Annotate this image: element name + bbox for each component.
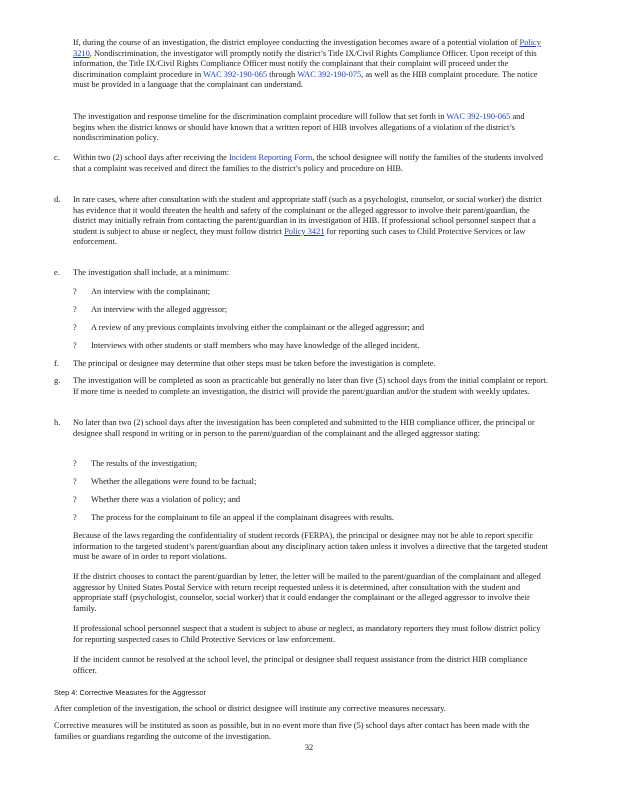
item-label: h. xyxy=(54,418,61,427)
text: through xyxy=(269,69,296,79)
list-item: An interview with the complainant; xyxy=(91,287,211,296)
item-f-text: The principal or designee may determine that other steps must be taken before the investigation is complete. xyxy=(73,359,436,368)
bullet-icon: ? xyxy=(73,495,77,504)
text: Within two (2) school days after receiving the xyxy=(73,153,227,162)
list-item: Whether the allegations were found to be factual; xyxy=(91,477,257,486)
list-item: Interviews with other students or staff members who may have knowledge of the alleged incident. xyxy=(91,341,420,350)
bullet-icon: ? xyxy=(73,287,77,296)
wac-392-190-065-link[interactable]: WAC 392-190-065 xyxy=(446,112,511,121)
item-d-text xyxy=(73,195,553,248)
paragraph-mandatory-reporters: If professional school personnel suspect that a student is subject to abuse or neglect, as mandatory reporters they must follow district policy for reporting suspected cases to Child Protective Services or law enforcement. xyxy=(73,624,541,644)
policy-3210-link[interactable]: Policy 3210 xyxy=(73,38,541,58)
bullet-icon: ? xyxy=(73,341,77,350)
bullet-icon: ? xyxy=(73,305,77,314)
text: and begins when the district knows or should have known that a written report of HIB involves allegations of a violation of the district’s nondiscrimination policy. xyxy=(73,112,525,143)
bullet-icon: ? xyxy=(73,513,77,522)
item-g-text: The investigation will be completed as soon as practicable but generally no later than five (5) school days from the initial complaint or report. If more time is needed to complete an investigation, the district will provide the parent/guardian and/or the student with weekly updates. xyxy=(73,376,548,396)
paragraph-title-ix-notice xyxy=(73,38,548,91)
paragraph-escalation: If the incident cannot be resolved at the school level, the principal or designee shall request assistance from the district HIB compliance officer. xyxy=(73,655,528,675)
item-h-text: No later than two (2) school days after the investigation has been completed and submitted to the HIB compliance officer, the principal or designee shall respond in writing or in person to the parent/guardian of the complainant and the alleged aggressor stating: xyxy=(73,418,535,438)
bullet-icon: ? xyxy=(73,323,77,332)
item-label: e. xyxy=(54,268,60,277)
page-number: 32 xyxy=(304,743,314,752)
item-label: f. xyxy=(54,359,59,368)
item-c-text xyxy=(73,153,548,174)
list-item: An interview with the alleged aggressor; xyxy=(91,305,228,314)
incident-reporting-form-link[interactable]: Incident Reporting Form xyxy=(228,153,313,162)
text: , the school designee will notify the families of the students involved that a complaint was received and direct the families to the district’s policy and procedure on HIB. xyxy=(73,153,543,173)
text: , Nondiscrimination, the investigator will promptly notify the district’s Title IX/Civil Rights Compliance Officer. Upon receipt of this information, the Title IX/Civil Rights Compliance Officer must notify the complainant that their complaint will proceed under the discrimination complaint procedure in xyxy=(73,48,537,79)
item-label: g. xyxy=(54,376,61,385)
paragraph-corrective-2: Corrective measures will be instituted as soon as possible, but in no event more than five (5) school days after contact has been made with the families or guardians regarding the outcome of the investigation. xyxy=(54,721,530,741)
section-heading: Step 4: Corrective Measures for the Aggressor xyxy=(54,688,206,697)
paragraph-ferpa: Because of the laws regarding the confidentiality of student records (FERPA), the principal or designee may not be able to report specific information to the targeted student’s parent/guardian about any disciplinary action taken unless it involves a directive that the targeted student must be aware of in order to report violations. xyxy=(73,531,548,562)
text: If, during the course of an investigation, the district employee conducting the investigation becomes aware of a potential violation of xyxy=(73,38,518,47)
text: In rare cases, where after consultation with the student and appropriate staff (such as a psychologist, counselor, or social worker) the district has evidence that it would threaten the health and safety of the complainant or the alleged aggressor to involve their parent/guardian, the district may initially refrain from contacting the parent/guardian in its investigation of HIB. If professional school personnel suspect that a student is subject to abuse or neglect, they must follow district xyxy=(73,195,542,236)
list-item: The process for the complainant to file an appeal if the complainant disagrees with results. xyxy=(91,513,395,522)
list-item: A review of any previous complaints involving either the complainant or the alleged aggressor; and xyxy=(91,323,425,332)
item-label: d. xyxy=(54,195,61,204)
policy-3421-link[interactable]: Policy 3421 xyxy=(284,226,325,236)
bullet-icon: ? xyxy=(73,477,77,486)
wac-392-190-065-link[interactable]: WAC 392-190-065 xyxy=(203,69,268,79)
wac-392-190-075-link[interactable]: WAC 392-190-075 xyxy=(297,69,362,79)
item-e-text: The investigation shall include, at a minimum: xyxy=(73,268,230,277)
bullet-icon: ? xyxy=(73,459,77,468)
text: The investigation and response timeline for the discrimination complaint procedure will follow that set forth in xyxy=(73,112,445,121)
text: for reporting such cases to Child Protective Services or law enforcement. xyxy=(73,226,526,247)
list-item: The results of the investigation; xyxy=(91,459,198,468)
item-label: c. xyxy=(54,153,60,162)
paragraph-letter: If the district chooses to contact the parent/guardian by letter, the letter will be mailed to the parent/guardian of the complainant and alleged aggressor by United States Postal Service with return receipt requested unless it is determined, after consultation with the student and appropriate staff (psychologist, counselor, social worker) that it could endanger the complainant or the alleged aggressor to involve their family. xyxy=(73,572,541,613)
text: , as well as the HIB complaint procedure. The notice must be provided in a language that the complainant can understand. xyxy=(73,69,538,90)
paragraph-corrective-1: After completion of the investigation, the school or district designee will institute any corrective measures necessary. xyxy=(54,704,446,713)
paragraph-timeline xyxy=(73,112,548,144)
list-item: Whether there was a violation of policy; and xyxy=(91,495,241,504)
